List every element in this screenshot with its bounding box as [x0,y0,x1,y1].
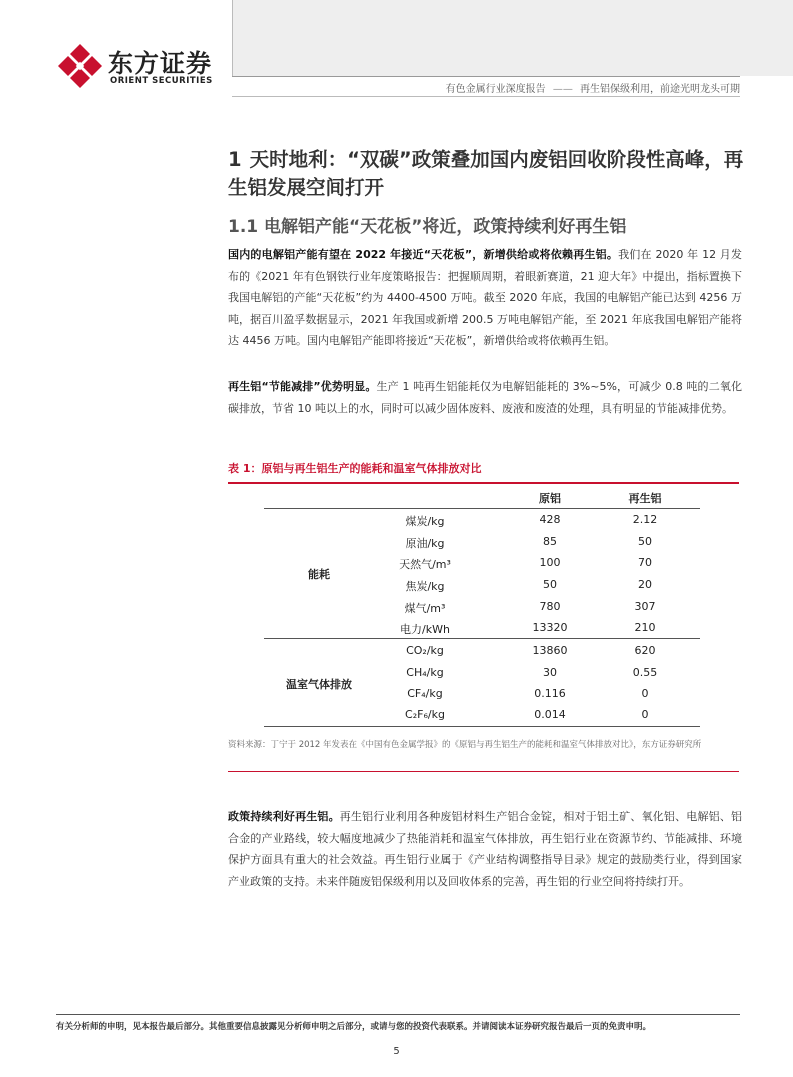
table-row-primary: 13860 [532,644,568,657]
table-row-recycled: 210 [634,621,656,634]
section-heading [228,146,748,202]
footer-rule [56,1014,740,1015]
table-row-primary: 780 [539,600,561,613]
header-divider [232,0,233,77]
table-row-recycled: 307 [634,600,656,613]
source-bottom-rule [228,771,739,772]
table-row-primary: 0.116 [534,687,566,700]
page-number: 5 [393,1046,400,1057]
footer-disclaimer: 有关分析师的申明，见本报告最后部分。其他重要信息披露见分析师申明之后部分，或请与您的投资代表联系。并请阅读本证券研究报告最后一页的免责申明。 [56,1022,652,1032]
column-header-recycled: 再生铝 [628,492,662,505]
category-emissions: 温室气体排放 [286,678,352,691]
table-row-primary: 50 [543,578,557,591]
logo-english-name: ORIENT SECURITIES [110,76,213,86]
table-row-item: 电力/kWh [400,623,450,636]
table-row-primary: 30 [543,666,557,679]
paragraph-body: 再生铝行业利用各种废铝材料生产铝合金锭，相对于铝土矿、氧化铝、电解铝、铝合金的产业路线，较大幅度地减少了热能消耗和温室气体排放，再生铝行业在资源节约、节能减排、环境保护方面具有重大的社会效益。再生铝行业属于《产业结构调整指导目录》规定的鼓励类行业，得到国家产业政策的支持。未来伴随废铝保级利用以及回收体系的完善，再生铝的行业空间将持续打开。 [228,810,743,888]
running-header [260,80,740,95]
header-row-rule [264,508,700,509]
table-title: 表 1：原铝与再生铝生产的能耗和温室气体排放对比 [228,462,482,475]
paragraph-body: 生产 1 吨再生铝能耗仅为电解铝能耗的 3%~5%，可减少 0.8 吨的二氧化碳排放，节省 10 吨以上的水，同时可以减少固体废料、废液和废渣的处理，具有明显的节能减排优势。 [228,380,742,415]
paragraph-policy [228,806,742,892]
paragraph-capacity [228,244,742,352]
table-row-primary: 85 [543,535,557,548]
table-row-recycled: 2.12 [632,513,658,526]
paragraph-lead: 国内的电解铝产能有望在 2022 年接近“天花板”，新增供给或将依赖再生铝。 [228,248,619,261]
table-row-recycled: 70 [638,556,652,569]
column-header-primary: 原铝 [539,492,561,505]
table-row-item: 煤气/m³ [404,602,446,615]
table-row-item: CH₄/kg [406,666,444,679]
table-row-item: 天然气/m³ [399,558,451,571]
table-row-item: 煤炭/kg [405,515,445,528]
table-row-item: C₂F₆/kg [405,708,445,721]
report-title: 再生铝保级利用，前途光明龙头可期 [580,84,740,95]
table-row-recycled: 0.55 [632,666,658,679]
group-separator-rule [264,638,700,639]
header-band [233,0,793,76]
report-type: 有色金属行业深度报告 [445,84,546,95]
header-rule [232,76,740,77]
header-separator: —— [552,84,573,95]
logo-name: 东方证券 [108,49,213,78]
table-row-primary: 100 [539,556,561,569]
category-energy: 能耗 [308,568,330,581]
orient-securities-logo-icon [56,42,104,90]
table-row-primary: 0.014 [534,708,566,721]
paragraph-lead: 再生铝“节能减排”优势明显。 [228,380,377,393]
table-row-recycled: 0 [641,687,649,700]
table-row-recycled: 50 [638,535,652,548]
table-top-rule [228,482,739,484]
table-row-recycled: 620 [634,644,656,657]
table-row-item: CO₂/kg [406,644,444,657]
table-row-primary: 428 [539,513,561,526]
paragraph-energy-saving [228,376,742,419]
section-number: 1 [228,148,242,171]
table-row-item: 原油/kg [405,537,445,550]
paragraph-body: 我们在 2020 年 12 月发布的《2021 年有色钢铁行业年度策略报告：把握顺周期，着眼新赛道，21 迎大年》中提出，指标置换下我国电解铝的产能“天花板”约为 4400-4500 万吨。截至 2020 年底，我国的电解铝产能已达到 4256 万吨，据百川盈孚数据显示，2021 年我国或新增 200.5 万吨电解铝产能，至 2021 年底我国电解铝产能将达 4456 万吨。国内电解铝产能即将接近“天花板”，新增供给或将依赖再生铝。 [228,248,742,348]
subsection-heading: 1.1 电解铝产能“天花板”将近，政策持续利好再生铝 [228,217,627,237]
table-row-item: CF₄/kg [407,687,443,700]
table-row-item: 焦炭/kg [405,580,445,593]
paragraph-lead: 政策持续利好再生铝。 [228,810,340,823]
table-row-recycled: 20 [638,578,652,591]
table-row-primary: 13320 [532,621,568,634]
section-title: 天时地利：“双碳”政策叠加国内废铝回收阶段性高峰，再生铝发展空间打开 [228,148,744,199]
table-row-recycled: 0 [641,708,649,721]
header-bottom-rule [232,96,740,97]
table-source: 资料来源：丁宁于 2012 年发表在《中国有色金属学报》的《原铝与再生铝生产的能耗和温室气体排放对比》，东方证券研究所 [228,740,702,750]
table-bottom-rule [264,726,700,727]
